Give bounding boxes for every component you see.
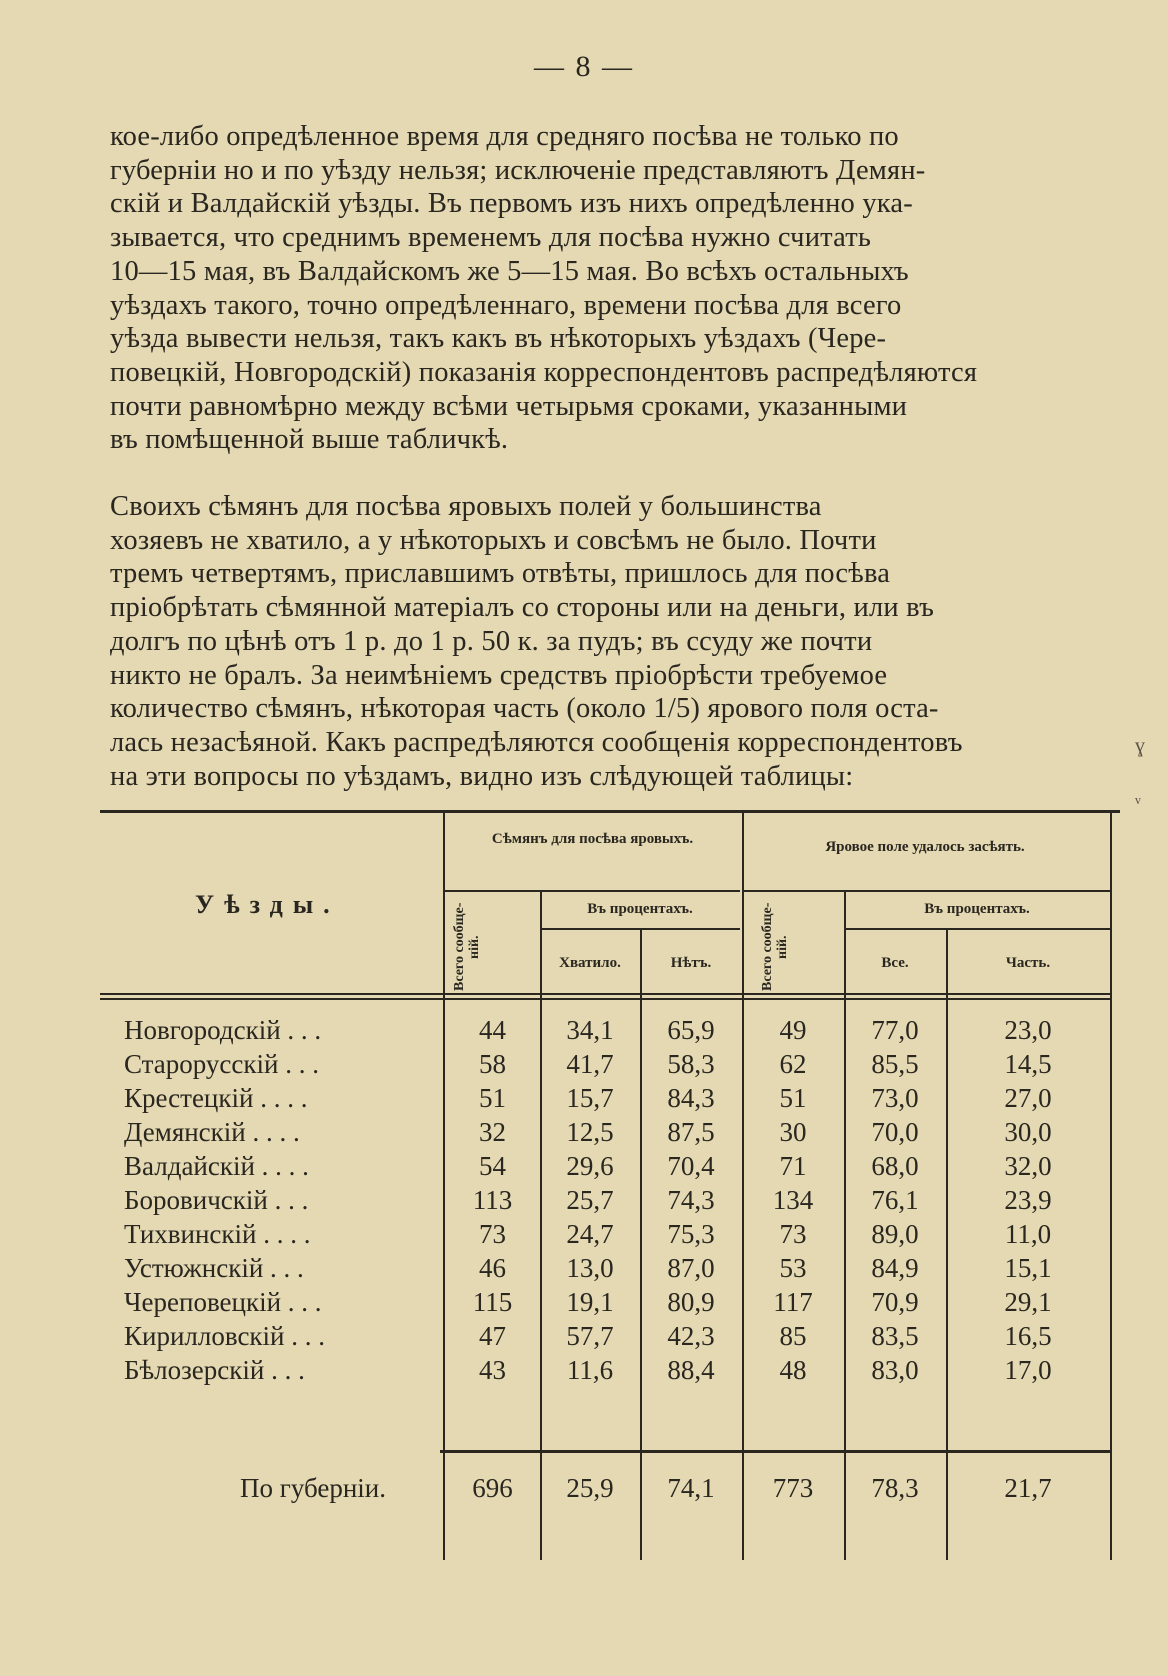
table-cell: 85,5 xyxy=(871,1049,919,1079)
total-cell: 696 xyxy=(472,1473,513,1503)
col-header-pct-2: Въ процентахъ. xyxy=(924,901,1030,917)
text-line: пріобрѣтать сѣмянной матеріалъ со стороны или на деньги, или въ xyxy=(110,592,935,624)
table-cell: 73,0 xyxy=(871,1083,919,1113)
table-cell: 47 xyxy=(479,1321,506,1351)
table-cell: 54 xyxy=(479,1151,506,1181)
table-cell: 70,4 xyxy=(667,1151,715,1181)
district-name: Валдайскій . . . . xyxy=(124,1151,309,1181)
col-header-total-1: Всего сообще-ній. xyxy=(452,902,482,992)
table-cell: 15,7 xyxy=(566,1083,614,1113)
table-row xyxy=(100,1015,1120,1049)
table-cell: 34,1 xyxy=(566,1015,614,1045)
table-cell: 87,0 xyxy=(667,1253,715,1283)
paragraph-1 xyxy=(110,120,1130,457)
table-cell: 117 xyxy=(773,1287,813,1317)
table-cell: 74,3 xyxy=(667,1185,715,1215)
table-cell: 75,3 xyxy=(667,1219,715,1249)
table-cell: 84,9 xyxy=(871,1253,919,1283)
table-cell: 32,0 xyxy=(1004,1151,1052,1181)
table-cell: 12,5 xyxy=(566,1117,614,1147)
table-cell: 23,0 xyxy=(1004,1015,1052,1045)
district-name: Новгородскій . . . xyxy=(124,1015,322,1045)
text-line: лась незасѣяной. Какъ распредѣляются сообщенія корреспондентовъ xyxy=(110,726,963,758)
page-number: — 8 — xyxy=(534,50,634,83)
table-cell: 27,0 xyxy=(1004,1083,1052,1113)
table-cell: 51 xyxy=(479,1083,506,1113)
col-header-pct-1: Въ процентахъ. xyxy=(587,901,693,917)
table-cell: 87,5 xyxy=(667,1117,715,1147)
table-cell: 88,4 xyxy=(667,1355,715,1385)
table-cell: 73 xyxy=(479,1219,506,1249)
table-row xyxy=(100,1117,1120,1151)
total-label: По губерніи. xyxy=(240,1473,386,1503)
table-cell: 19,1 xyxy=(566,1287,614,1317)
table-cell: 16,5 xyxy=(1004,1321,1052,1351)
district-name: Череповецкій . . . xyxy=(124,1287,322,1317)
table-cell: 51 xyxy=(779,1083,807,1113)
group-header-seeds: Сѣмянъ для посѣва яровыхъ. xyxy=(491,831,694,847)
table-row xyxy=(100,1083,1120,1117)
table-cell: 11,6 xyxy=(566,1355,614,1385)
table-cell: 58 xyxy=(479,1049,506,1079)
table-cell: 46 xyxy=(479,1253,506,1283)
table-row xyxy=(100,1287,1120,1321)
total-cell: 78,3 xyxy=(871,1473,919,1503)
col-header-all: Все. xyxy=(881,955,909,971)
district-name: Бѣлозерскій . . . xyxy=(124,1355,305,1385)
total-cell: 25,9 xyxy=(566,1473,614,1503)
table-cell: 29,1 xyxy=(1004,1287,1052,1317)
table-row xyxy=(100,1219,1120,1253)
table-cell: 41,7 xyxy=(566,1049,614,1079)
table-cell: 65,9 xyxy=(667,1015,715,1045)
text-line: губерніи но и по уѣзду нельзя; исключеніе представляютъ Демян- xyxy=(110,154,926,186)
table-cell: 70,0 xyxy=(871,1117,919,1147)
text-line: Своихъ сѣмянъ для посѣва яровыхъ полей у большинства xyxy=(110,491,822,522)
table-cell: 30 xyxy=(779,1117,807,1147)
table-cell: 77,0 xyxy=(871,1015,919,1045)
table-cell: 42,3 xyxy=(667,1321,715,1351)
table-cell: 58,3 xyxy=(667,1049,715,1079)
table-cell: 15,1 xyxy=(1004,1253,1052,1283)
text-line: тремъ четвертямъ, приславшимъ отвѣты, пришлось для посѣва xyxy=(110,558,891,590)
table-cell: 80,9 xyxy=(667,1287,715,1317)
table-cell: 44 xyxy=(479,1015,506,1045)
table-cell: 43 xyxy=(479,1355,506,1385)
text-line: уѣзда вывести нельзя, такъ какъ въ нѣкоторыхъ уѣздахъ (Чере- xyxy=(110,323,887,355)
table-cell: 13,0 xyxy=(566,1253,614,1283)
table-cell: 83,0 xyxy=(871,1355,919,1385)
table-cell: 70,9 xyxy=(871,1287,919,1317)
text-line: повецкій, Новгородскій) показанія корреспондентовъ распредѣляются xyxy=(110,356,978,388)
table-cell: 71 xyxy=(779,1151,807,1181)
table-cell: 53 xyxy=(779,1253,807,1283)
col-header-total-2: Всего сообще-ній. xyxy=(760,902,790,992)
table-cell: 17,0 xyxy=(1004,1355,1052,1385)
district-name: Тихвинскій . . . . xyxy=(124,1219,311,1249)
statistics-table xyxy=(100,810,1120,1560)
total-cell: 773 xyxy=(772,1473,814,1503)
header-rule-2 xyxy=(100,998,1110,1000)
district-name: Устюжнскій . . . xyxy=(124,1253,304,1283)
table-cell: 84,3 xyxy=(667,1083,715,1113)
table-top-rule xyxy=(100,810,1120,813)
table-row xyxy=(100,1253,1120,1287)
table-cell: 29,6 xyxy=(566,1151,614,1181)
group1-rule xyxy=(445,890,740,892)
table-cell: 113 xyxy=(472,1185,513,1215)
col-header-part: Часть. xyxy=(1005,955,1051,971)
text-line: кое-либо опредѣленное время для средняго посѣва не только по xyxy=(110,121,899,152)
group-header-sown: Яровое поле удалось засѣять. xyxy=(825,839,1025,855)
text-line: хозяевъ не хватило, а у нѣкоторыхъ и совсѣмъ не было. Почти xyxy=(110,524,877,556)
table-cell: 48 xyxy=(779,1355,807,1385)
text-line: въ помѣщенной выше табличкѣ. xyxy=(110,424,509,456)
col-header-uezdy: Уѣзды. xyxy=(195,890,340,919)
table-cell: 49 xyxy=(779,1015,807,1045)
margin-pencil-mark: ᵥ xyxy=(1135,785,1141,807)
text-line: количество сѣмянъ, нѣкоторая часть (около 1/5) ярового поля оста- xyxy=(110,693,939,725)
table-cell: 57,7 xyxy=(566,1321,614,1351)
table-row xyxy=(100,1049,1120,1083)
col-header-enough: Хватило. xyxy=(559,955,621,971)
paragraph-2 xyxy=(110,490,1130,793)
table-cell: 134 xyxy=(772,1185,814,1215)
text-line: на эти вопросы по уѣздамъ, видно изъ слѣдующей таблицы: xyxy=(110,760,854,792)
text-line: скій и Валдайскій уѣзды. Въ первомъ изъ нихъ опредѣленно ука- xyxy=(110,188,913,220)
group2-rule xyxy=(742,890,1110,892)
text-line: долгъ по цѣнѣ отъ 1 р. до 1 р. 50 к. за пудъ; въ ссуду же почти xyxy=(110,625,873,657)
header-rule-1 xyxy=(100,993,1110,995)
text-line: уѣздахъ такого, точно опредѣленнаго, времени посѣва для всего xyxy=(110,289,902,321)
table-row xyxy=(100,1321,1120,1355)
text-line: зывается, что среднимъ временемъ для посѣва нужно считать xyxy=(110,222,872,254)
district-name: Кирилловскій . . . xyxy=(124,1321,325,1351)
table-cell: 73 xyxy=(779,1219,807,1249)
table-cell: 32 xyxy=(479,1117,506,1147)
table-cell: 68,0 xyxy=(871,1151,919,1181)
margin-pencil-mark: ɣ xyxy=(1135,735,1145,757)
table-row xyxy=(100,1151,1120,1185)
text-line: никто не бралъ. За неимѣніемъ средствъ пріобрѣсти требуемое xyxy=(110,659,888,691)
district-name: Крестецкій . . . . xyxy=(124,1083,308,1113)
table-cell: 85 xyxy=(779,1321,807,1351)
table-cell: 14,5 xyxy=(1004,1049,1052,1079)
table-cell: 23,9 xyxy=(1004,1185,1052,1215)
table-total-row xyxy=(100,1473,1120,1513)
district-name: Старорусскій . . . xyxy=(124,1049,319,1079)
table-cell: 30,0 xyxy=(1004,1117,1052,1147)
table-cell: 83,5 xyxy=(871,1321,919,1351)
total-cell: 74,1 xyxy=(667,1473,715,1503)
table-cell: 76,1 xyxy=(871,1185,919,1215)
district-name: Демянскій . . . . xyxy=(124,1117,300,1147)
text-line: 10—15 мая, въ Валдайскомъ же 5—15 мая. Во всѣхъ остальныхъ xyxy=(110,255,909,287)
table-cell: 62 xyxy=(779,1049,807,1079)
table-row xyxy=(100,1355,1120,1389)
total-cell: 21,7 xyxy=(1004,1473,1052,1503)
pct2-rule xyxy=(844,928,1110,930)
col-header-no: Нѣтъ. xyxy=(670,955,712,971)
table-cell: 25,7 xyxy=(566,1185,614,1215)
district-name: Боровичскій . . . xyxy=(124,1185,309,1215)
text-line: почти равномѣрно между всѣми четырьмя сроками, указанными xyxy=(110,390,908,422)
table-row xyxy=(100,1185,1120,1219)
table-cell: 24,7 xyxy=(566,1219,614,1249)
table-cell: 89,0 xyxy=(871,1219,919,1249)
table-cell: 115 xyxy=(472,1287,513,1317)
table-cell: 11,0 xyxy=(1004,1219,1052,1249)
